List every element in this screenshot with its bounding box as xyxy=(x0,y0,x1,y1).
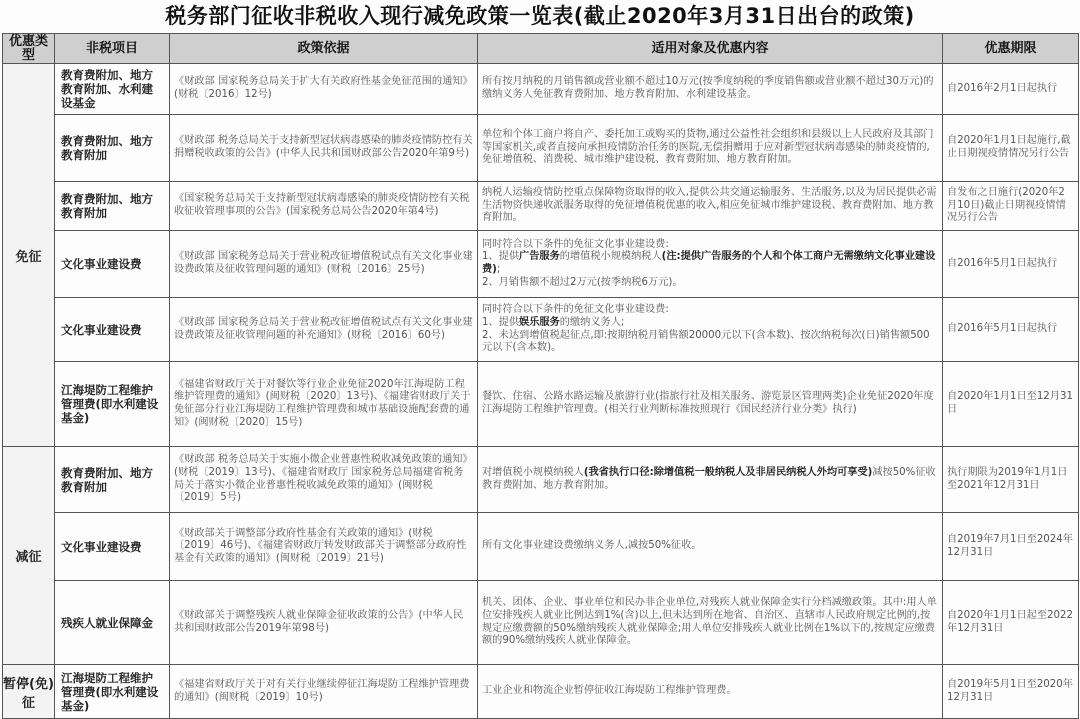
content-cell xyxy=(478,447,943,513)
group-reduce: 减征 xyxy=(3,447,55,665)
content-text: 2、未达到增值税起征点,即:按期纳税月销售额20000元以下(含本数)、按次纳税每次(日)销售额500元以下(含本数)。 xyxy=(482,329,930,354)
table-row xyxy=(3,231,1079,298)
basis-cell: 《财政部关于调整残疾人就业保障金征收政策的公告》(中华人民共和国财政部公告2019年第98号) xyxy=(170,581,478,665)
content-text: 的增值税小规模纳税人 xyxy=(559,251,662,263)
period-cell: 自发布之日施行(2020年2月10日)截止日期视疫情情况另行公告 xyxy=(943,182,1079,231)
basis-cell: 《财政部 国家税务总局关于营业税改征增值税试点有关文化事业建设费政策及征收管理问题的补充通知》(财税〔2016〕60号) xyxy=(170,298,478,362)
content-cell: 餐饮、住宿、公路水路运输及旅游行业(指旅行社及相关服务、游览景区管理两类)企业免征2020年度江海堤防工程维护管理费。(相关行业判断标准按照现行《国民经济行业分类》执行) xyxy=(478,362,943,447)
content-cell: 所有按月纳税的月销售额或营业额不超过10万元(按季度纳税的季度销售额或营业额不超过30万元)的缴纳义务人免征教育费附加、地方教育附加、水利建设基金。 xyxy=(478,64,943,115)
period-cell: 自2019年5月1日至2020年12月31日 xyxy=(943,665,1079,719)
header-type: 优惠类型 xyxy=(3,34,55,64)
content-cell: 机关、团体、企业、事业单位和民办非企业单位,对残疾人就业保障金实行分档减缴政策。其中:用人单位安排残疾人就业比例达到1%(含)以上,但未达到所在地省、自治区、直辖市人民政府规定比例的,按规定应缴费额的50%缴纳残疾人就业保障金;用人单位安排残疾人就业比例在1%以下的,按规定应缴费额的90%缴纳残疾人就业保障金。 xyxy=(478,581,943,665)
basis-cell: 《财政部 国家税务总局关于扩大有关政府性基金免征范围的通知》(财税〔2016〕12号) xyxy=(170,64,478,115)
period-cell: 自2020年1月1日至12月31日 xyxy=(943,362,1079,447)
content-text: 2、月销售额不超过2万元(按季纳税6万元)。 xyxy=(482,276,683,288)
content-text: 同时符合以下条件的免征文化事业建设费: xyxy=(482,238,669,250)
header-basis: 政策依据 xyxy=(170,34,478,64)
item-cell: 江海堤防工程维护管理费(即水利建设基金) xyxy=(55,665,170,719)
basis-cell: 《福建省财政厅关于对有关行业继续停征江海堤防工程维护管理费的通知》(闽财税〔2019〕10号) xyxy=(170,665,478,719)
table-row xyxy=(3,581,1079,665)
item-cell: 教育费附加、地方教育附加 xyxy=(55,182,170,231)
content-emphasis: 广告服务 xyxy=(519,251,560,263)
header-period: 优惠期限 xyxy=(943,34,1079,64)
policy-table xyxy=(2,33,1079,719)
page-title: 税务部门征收非税收入现行减免政策一览表(截止2020年3月31日出台的政策) xyxy=(165,4,915,28)
header-content: 适用对象及优惠内容 xyxy=(478,34,943,64)
item-cell: 文化事业建设费 xyxy=(55,513,170,581)
content-cell: 工业企业和物流企业暂停征收江海堤防工程维护管理费。 xyxy=(478,665,943,719)
content-note: (我省执行口径:除增值税一般纳税人及非居民纳税人外均可享受) xyxy=(583,466,873,478)
item-cell: 文化事业建设费 xyxy=(55,231,170,298)
content-text: ; xyxy=(496,264,501,275)
content-note: (注:提供广告服务的个人和个体工商户无需缴纳文化事业建设费) xyxy=(482,251,936,275)
item-cell: 残疾人就业保障金 xyxy=(55,581,170,665)
table-row xyxy=(3,182,1079,231)
table-row xyxy=(3,64,1079,115)
content-emphasis: 娱乐服务 xyxy=(519,316,560,328)
period-cell: 自2020年1月1日起至2022年12月31日 xyxy=(943,581,1079,665)
content-text: 减按50%征收教育费附加、地方教育附加。 xyxy=(482,466,936,491)
item-cell: 文化事业建设费 xyxy=(55,298,170,362)
header-item: 非税项目 xyxy=(55,34,170,64)
period-cell: 自2016年5月1日起执行 xyxy=(943,231,1079,298)
content-cell xyxy=(478,231,943,298)
table-row xyxy=(3,447,1079,513)
basis-cell: 《福建省财政厅关于对餐饮等行业企业免征2020年江海堤防工程维护管理费的通知》(闽财税〔2020〕13号)、《福建省财政厅关于免征部分行业江海堤防工程维护管理费和城市基础设施配套费的通知》(闽财税〔2020〕15号) xyxy=(170,362,478,447)
period-cell: 自2016年5月1日起执行 xyxy=(943,298,1079,362)
table-row xyxy=(3,115,1079,182)
item-cell: 教育费附加、地方教育附加、水利建设基金 xyxy=(55,64,170,115)
content-text: 同时符合以下条件的免征文化事业建设费: xyxy=(482,304,669,316)
item-cell: 教育费附加、地方教育附加 xyxy=(55,447,170,513)
content-cell: 单位和个体工商户将自产、委托加工或购买的货物,通过公益性社会组织和县级以上人民政府及其部门等国家机关,或者直接向承担疫情防治任务的医院,无偿捐赠用于应对新型冠状病毒感染的肺炎疫情的,免征增值税、消费税、城市维护建设税、教育费附加、地方教育附加。 xyxy=(478,115,943,182)
period-cell: 自2019年7月1日至2024年12月31日 xyxy=(943,513,1079,581)
group-suspend: 暂停(免)征 xyxy=(3,665,55,719)
table-header-row xyxy=(3,34,1079,64)
group-exempt: 免征 xyxy=(3,64,55,447)
period-cell: 执行期限为2019年1月1日至2021年12月31日 xyxy=(943,447,1079,513)
table-row xyxy=(3,298,1079,362)
basis-cell: 《国家税务总局关于支持新型冠状病毒感染的肺炎疫情防控有关税收征收管理事项的公告》(国家税务总局公告2020年第4号) xyxy=(170,182,478,231)
basis-cell: 《财政部关于调整部分政府性基金有关政策的通知》(财税〔2019〕46号)、《福建省财政厅转发财政部关于调整部分政府性基金有关政策的通知》(闽财税〔2019〕21号) xyxy=(170,513,478,581)
content-text: 1、提供 xyxy=(482,251,520,263)
content-text: 对增值税小规模纳税人 xyxy=(482,466,584,478)
table-row xyxy=(3,362,1079,447)
period-cell: 自2020年1月1日起施行,截止日期视疫情情况另行公告 xyxy=(943,115,1079,182)
period-cell: 自2016年2月1日起执行 xyxy=(943,64,1079,115)
content-cell xyxy=(478,298,943,362)
item-cell: 江海堤防工程维护管理费(即水利建设基金) xyxy=(55,362,170,447)
basis-cell: 《财政部 税务总局关于实施小微企业普惠性税收减免政策的通知》(财税〔2019〕13号)、《福建省财政厅 国家税务总局福建省税务局关于落实小微企业普惠性税收减免政策的通知》(闽财税〔2019〕5号) xyxy=(170,447,478,513)
table-row xyxy=(3,513,1079,581)
item-cell: 教育费附加、地方教育附加 xyxy=(55,115,170,182)
content-cell: 纳税人运输疫情防控重点保障物资取得的收入,提供公共交通运输服务、生活服务,以及为居民提供必需生活物资快递收派服务取得的免征增值税优惠的收入,相应免征城市维护建设税、教育费附加、地方教育附加。 xyxy=(478,182,943,231)
basis-cell: 《财政部 税务总局关于支持新型冠状病毒感染的肺炎疫情防控有关捐赠税收政策的公告》(中华人民共和国财政部公告2020年第9号) xyxy=(170,115,478,182)
content-text: 1、提供 xyxy=(482,316,520,328)
basis-cell: 《财政部 国家税务总局关于营业税改征增值税试点有关文化事业建设费政策及征收管理问题的通知》(财税〔2016〕25号) xyxy=(170,231,478,298)
table-row xyxy=(3,665,1079,719)
content-cell: 所有文化事业建设费缴纳义务人,减按50%征收。 xyxy=(478,513,943,581)
content-text: 的缴纳义务人; xyxy=(559,316,625,328)
